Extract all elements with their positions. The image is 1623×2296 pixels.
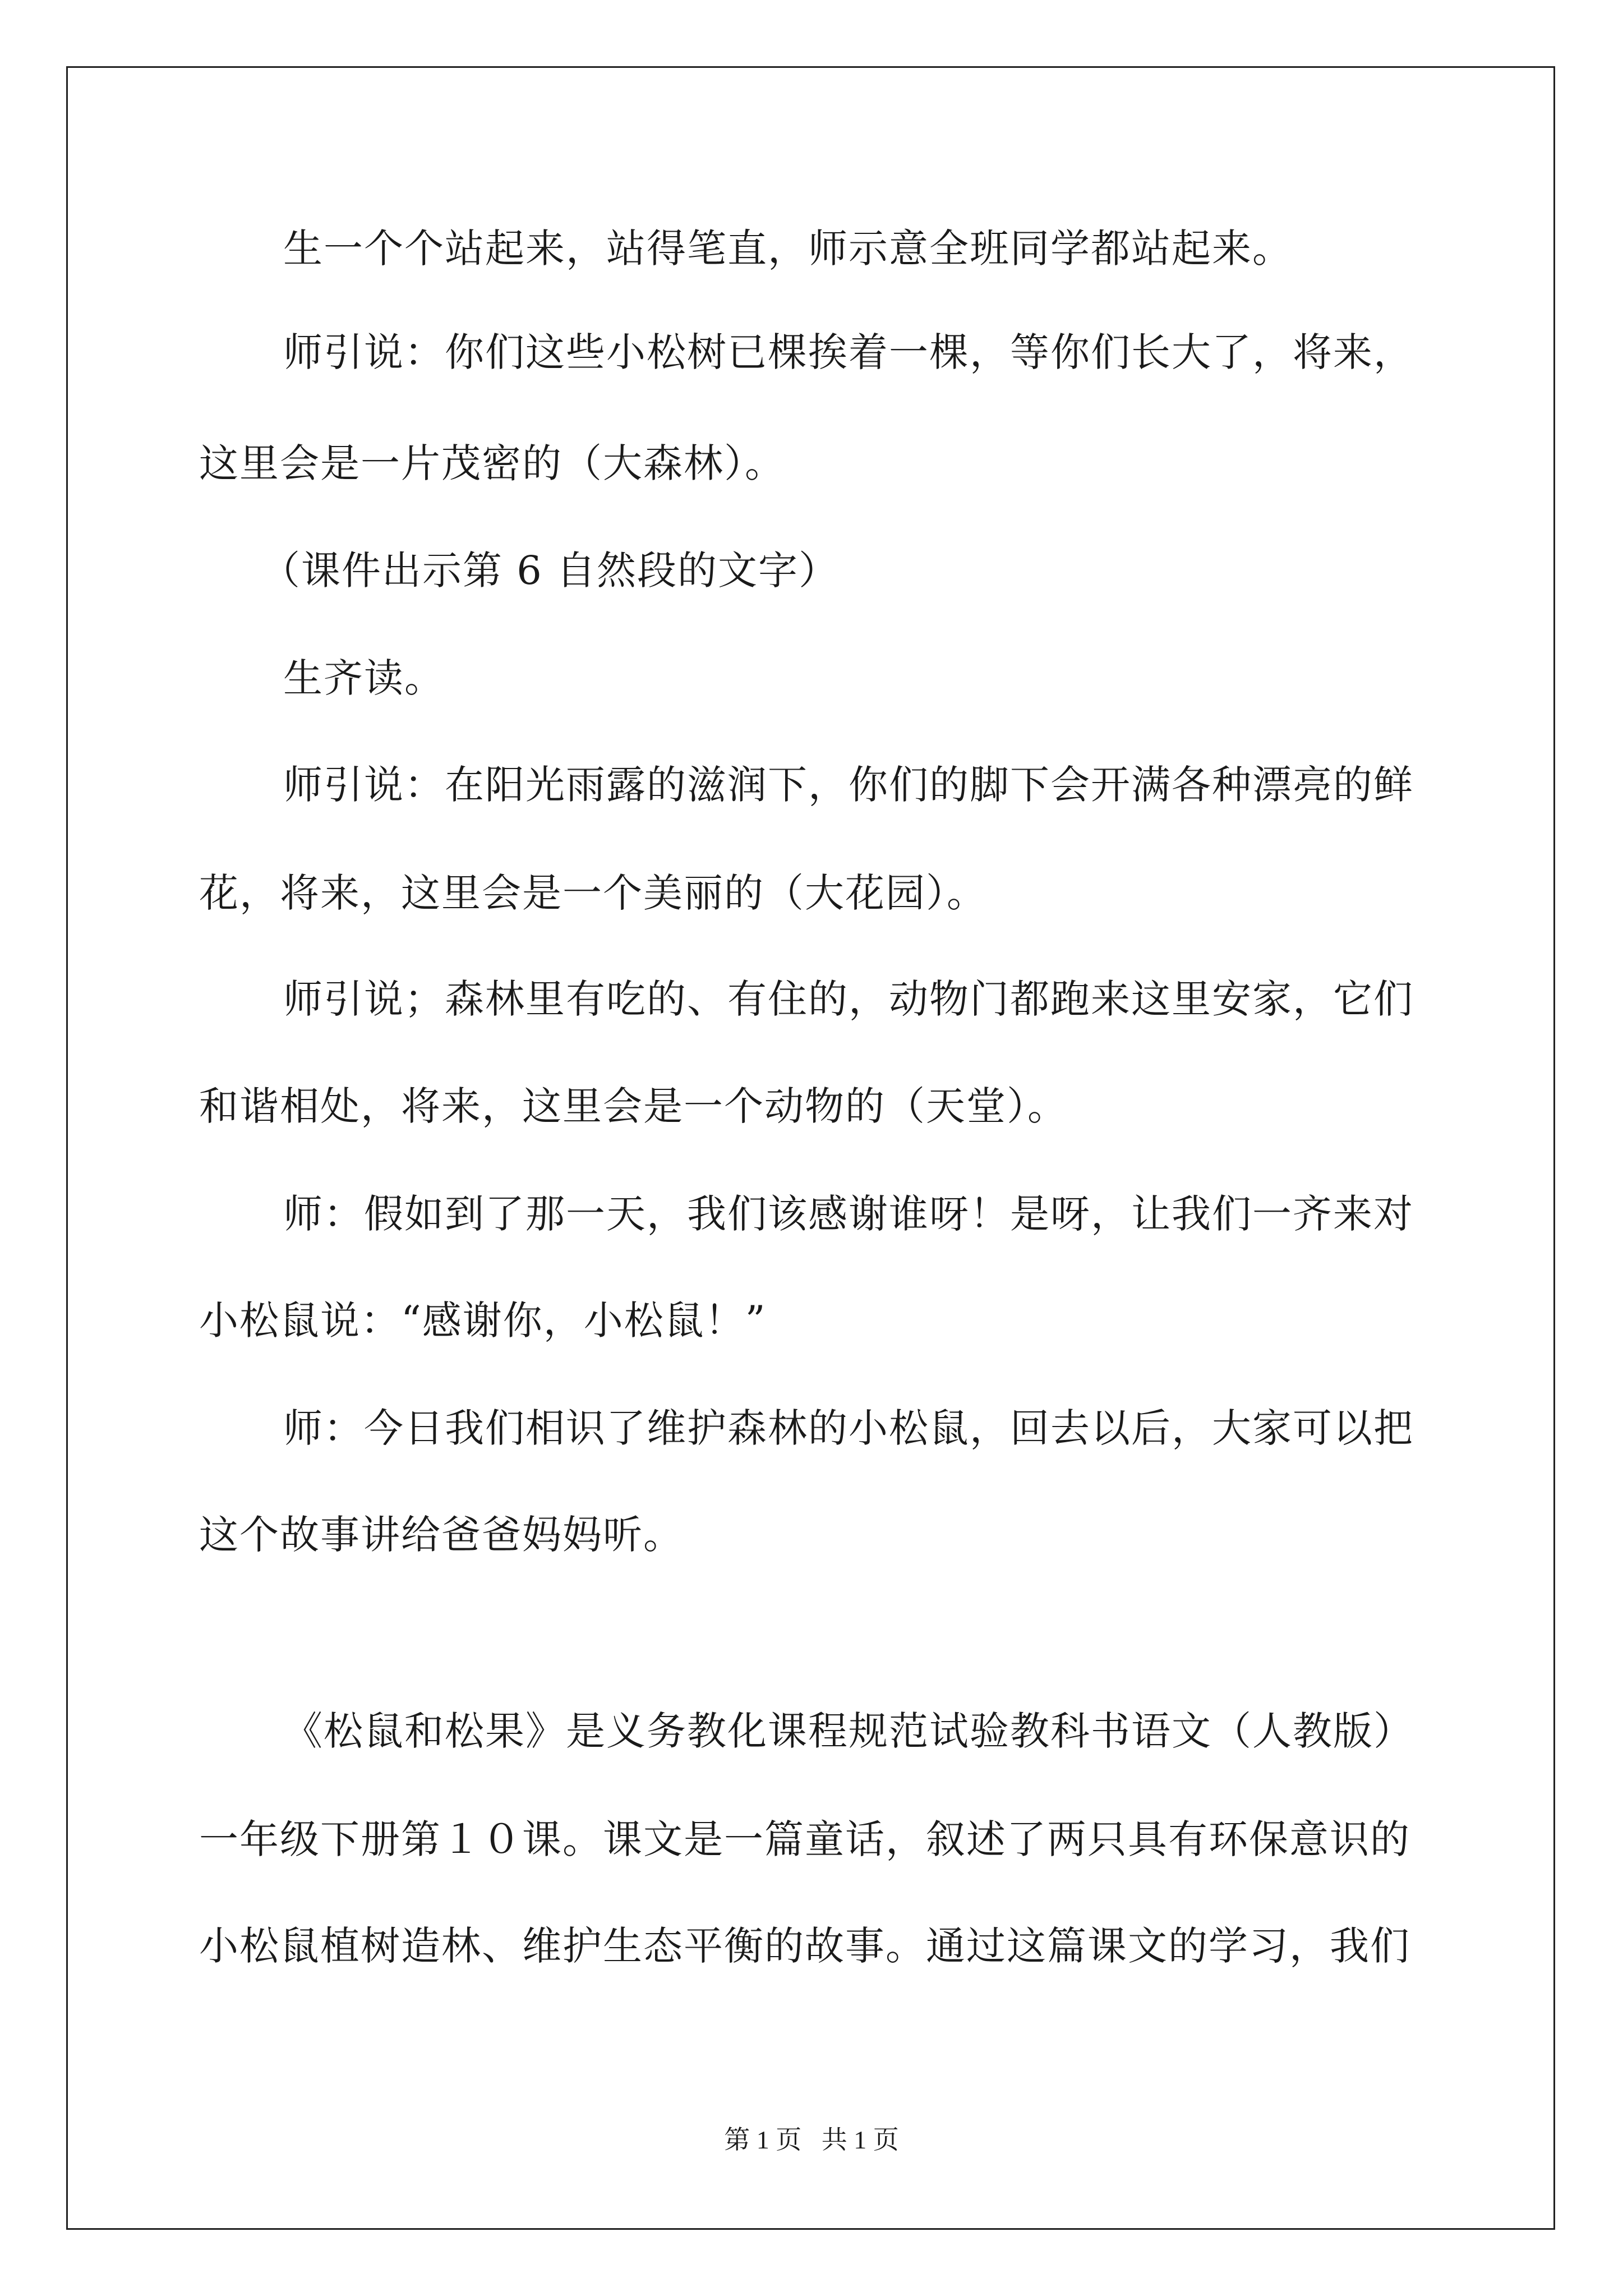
paragraph-line: 师：假如到了那一天，我们该感谢谁呀！是呀，让我们一齐来对 (283, 1191, 1414, 1237)
paragraph-line: 花，将来，这里会是一个美丽的（大花园）。 (199, 870, 987, 916)
page-border (66, 66, 1555, 2230)
page-number: 第 1 页 (724, 2125, 802, 2154)
paragraph-line: 师引说；森林里有吃的、有住的，动物门都跑来这里安家，它们 (283, 976, 1414, 1022)
paragraph-line: 《松鼠和松果》是义务教化课程规范试验教科书语文（人教版） (283, 1708, 1414, 1754)
page-total: 共 1 页 (821, 2125, 899, 2154)
paragraph-line: 小松鼠植树造林、维护生态平衡的故事。通过这篇课文的学习，我们 (199, 1923, 1410, 1969)
paragraph-line: 师引说：你们这些小松树已棵挨着一棵，等你们长大了，将来， (283, 329, 1414, 375)
paragraph-line: 师引说：在阳光雨露的滋润下，你们的脚下会开满各种漂亮的鲜 (283, 762, 1414, 808)
paragraph-line: 生齐读。 (283, 655, 445, 701)
paragraph-line: 和谐相处，将来，这里会是一个动物的（天堂）。 (199, 1083, 1068, 1129)
page-footer (0, 2123, 1623, 2157)
paragraph-line: 一年级下册第１０课。课文是一篇童话，叙述了两只具有环保意识的 (199, 1816, 1410, 1862)
paragraph-line: 这里会是一片茂密的（大森林）。 (199, 440, 785, 486)
paragraph-line: 生一个个站起来，站得笔直，师示意全班同学都站起来。 (283, 226, 1293, 272)
paragraph-line: 这个故事讲给爸爸妈妈听。 (199, 1512, 684, 1558)
paragraph-line: （课件出示第 6 自然段的文字） (261, 547, 840, 593)
paragraph-line: 师：今日我们相识了维护森林的小松鼠，回去以后，大家可以把 (283, 1405, 1414, 1451)
paragraph-line: 小松鼠说：“感谢你，小松鼠！” (199, 1297, 767, 1343)
